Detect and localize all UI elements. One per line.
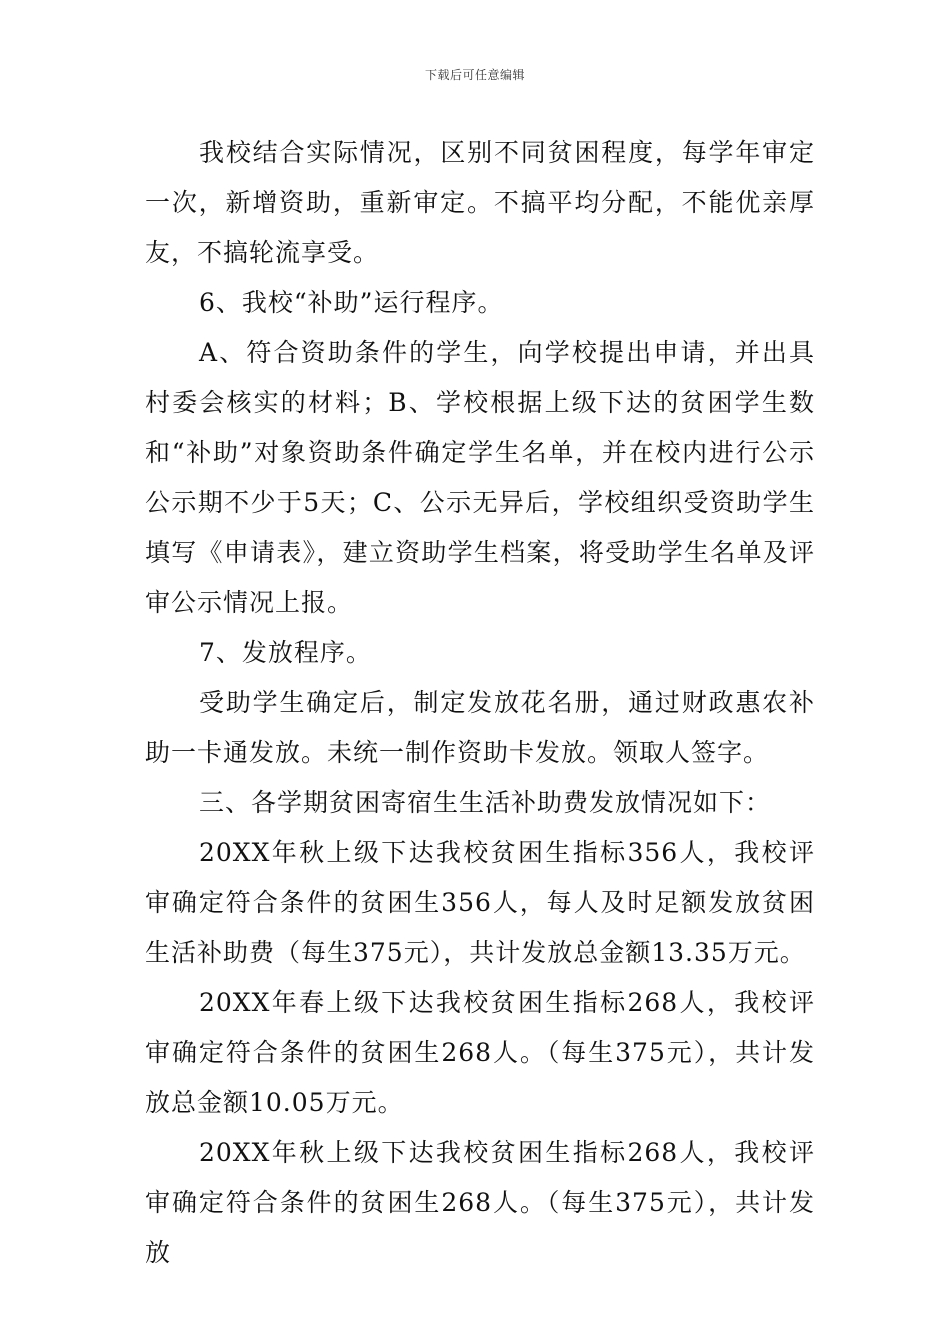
header-note: 下载后可任意编辑: [424, 68, 525, 82]
paragraph-procedure: A、符合资助条件的学生，向学校提出申请，并出具村委会核实的材料；B、学校根据上级下达的贫困学生数和“补助”对象资助条件确定学生名单，并在校内进行公示公示期不少于5天；C、公示无异后，学校组织受资助学生填写《申请表》，建立资助学生档案，将受助学生名单及评审公示情况上报。: [145, 338, 815, 617]
paragraph-autumn-first: 20XX年秋上级下达我校贫困生指标356人，我校评审确定符合条件的贫困生356人，每人及时足额发放贫困生活补助费（每生375元），共计发放总金额13.35万元。: [145, 838, 815, 967]
paragraph-section-6-heading: 6、我校“补助”运行程序。: [199, 288, 504, 317]
paragraph-spring: 20XX年春上级下达我校贫困生指标268人，我校评审确定符合条件的贫困生268人。（每生375元），共计发放总金额10.05万元。: [145, 988, 815, 1117]
paragraph-assessment: 我校结合实际情况，区别不同贫困程度，每学年审定一次，新增资助，重新审定。不搞平均分配，不能优亲厚友，不搞轮流享受。: [145, 138, 815, 267]
paragraph-autumn-second: 20XX年秋上级下达我校贫困生指标268人，我校评审确定符合条件的贫困生268人。（每生375元），共计发放: [145, 1138, 815, 1267]
paragraph-section-7-heading: 7、发放程序。: [199, 638, 372, 667]
document-body: [145, 128, 815, 1278]
paragraph-section-3-heading: 三、各学期贫困寄宿生生活补助费发放情况如下：: [199, 788, 772, 817]
paragraph-distribution: 受助学生确定后，制定发放花名册，通过财政惠农补助一卡通发放。未统一制作资助卡发放。领取人签字。: [145, 688, 815, 767]
